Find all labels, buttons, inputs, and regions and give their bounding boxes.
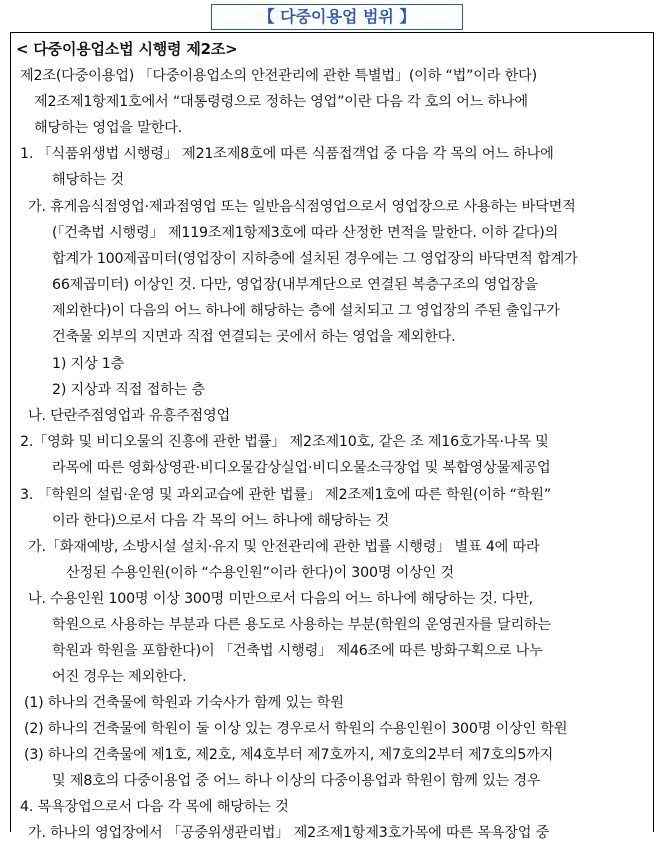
article-line: 제2조제1항제1호에서 “대통령령으로 정하는 영업”이란 다음 각 호의 어느 하나에 [34, 94, 528, 110]
item-line: 66제곱미터) 이상인 것. 다만, 영업장(내부계단으로 연결된 복층구조의 영업장을 [52, 277, 538, 293]
article-line: 해당하는 영업을 말한다. [34, 120, 182, 136]
item-line: 가. 휴게음식점영업·제과점영업 또는 일반음식점영업으로서 영업장으로 사용하는 바닥면적 [28, 199, 576, 215]
clause-line: 4. 목욕장업으로서 다음 각 목에 해당하는 것 [20, 799, 289, 815]
content-box [10, 32, 654, 841]
subitem-line: (2) 하나의 건축물에 학원이 둘 이상 있는 경우로서 학원의 수용인원이 300명 이상인 학원 [24, 721, 568, 737]
item-line: 나. 수용인원 100명 이상 300명 미만으로서 다음의 어느 하나에 해당하는 것. 다만, [28, 591, 533, 607]
item-line: 산정된 수용인원(이하 “수용인원”이라 한다)이 300명 이상인 것 [66, 565, 454, 581]
item-line: 합계가 100제곱미터(영업장이 지하층에 설치된 경우에는 그 영업장의 바닥면적 합계가 [52, 251, 578, 267]
section-heading: < 다중이용업소법 시행령 제2조> [16, 40, 238, 58]
item-line: 건축물 외부의 지면과 직접 연결되는 곳에서 하는 영업을 제외한다. [52, 329, 456, 345]
subitem-line: (3) 하나의 건축물에 제1호, 제2호, 제4호부터 제7호까지, 제7호의2부터 제7호의5까지 [24, 747, 554, 763]
clause-line: 3. 「학원의 설립·운영 및 과외교습에 관한 법률」 제2조제1호에 따른 학원(이하 “학원” [20, 487, 551, 503]
subitem-line: 2) 지상과 직접 접하는 층 [52, 382, 205, 398]
item-line: 가. 하나의 영업장에서 「공중위생관리법」 제2조제1항제3호가목에 따른 목욕장업 중 [28, 825, 550, 841]
item-line: 제외한다)이 다음의 어느 하나에 해당하는 층에 설치되고 그 영업장의 주된 출입구가 [52, 303, 560, 319]
subitem-line: 및 제8호의 다중이용업 중 어느 하나 이상의 다중이용업과 학원이 함께 있는 경우 [52, 773, 541, 789]
item-line: 학원으로 사용하는 부분과 다른 용도로 사용하는 부분(학원의 운영권자를 달리하는 [52, 617, 551, 633]
clause-line: 라목에 따른 영화상영관·비디오물감상실업·비디오물소극장업 및 복합영상물제공업 [52, 460, 551, 476]
subitem-line: 1) 지상 1층 [52, 356, 125, 372]
document-title: 【 다중이용업 범위 】 [211, 4, 463, 30]
clause-line: 이라 한다)으로서 다음 각 목의 어느 하나에 해당하는 것 [52, 513, 389, 529]
subitem-line: (1) 하나의 건축물에 학원과 기숙사가 함께 있는 학원 [24, 695, 344, 711]
item-line: (「건축법 시행령」 제119조제1항제3호에 따라 산정한 면적을 말한다. 이하 같다)의 [52, 225, 559, 241]
item-line: 학원과 학원을 포함한다)이 「건축법 시행령」 제46조에 따른 방화구획으로 나누 [52, 643, 543, 659]
clause-line: 1. 「식품위생법 시행령」 제21조제8호에 따른 식품접객업 중 다음 각 목의 어느 하나에 [20, 146, 554, 162]
item-line: 어진 경우는 제외한다. [52, 669, 187, 685]
article-line: 제2조(다중이용업) 「다중이용업소의 안전관리에 관한 특별법」(이하 “법”이라 한다) [20, 68, 537, 84]
clause-line: 해당하는 것 [52, 172, 124, 188]
item-line: 가.「화재예방, 소방시설 설치·유지 및 안전관리에 관한 법률 시행령」 별표 4에 따라 [28, 539, 540, 555]
clause-line: 2.「영화 및 비디오물의 진흥에 관한 법률」 제2조제10호, 같은 조 제16호가목·나목 및 [20, 434, 549, 450]
item-line: 나. 단란주점영업과 유흥주점영업 [28, 408, 231, 424]
